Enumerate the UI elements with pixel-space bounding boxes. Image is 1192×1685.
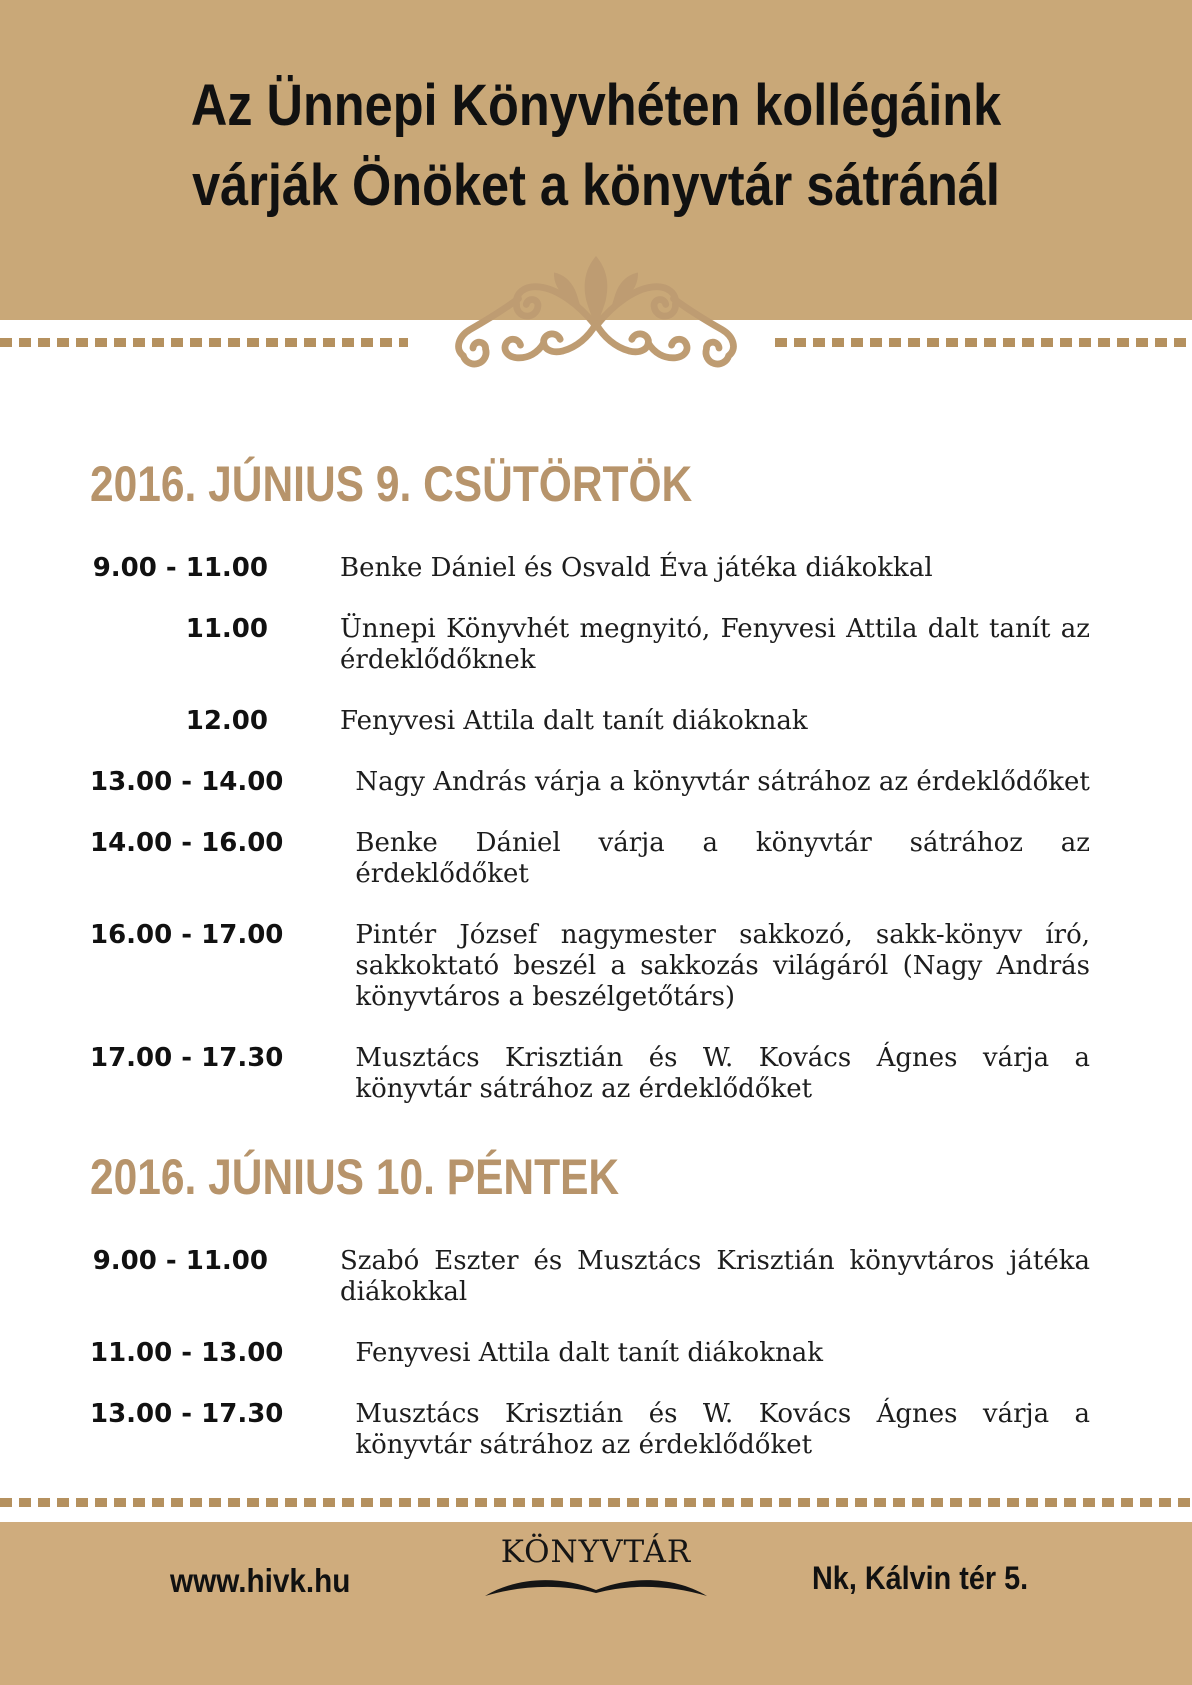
open-book-icon — [482, 1572, 710, 1598]
event-time: 13.00 - 14.00 — [90, 767, 284, 797]
section-thursday — [90, 457, 1090, 1105]
poster-title-line1: Az Ünnepi Könyvhéten kollégáink — [190, 73, 1002, 138]
event-description: Musztács Krisztián és W. Kovács Ágnes várja a könyvtár sátrához az érdeklődőket — [355, 1399, 1090, 1460]
event-description: Benke Dániel és Osvald Éva játéka diákokkal — [340, 553, 933, 583]
address: Nk, Kálvin tér 5. — [811, 1560, 1028, 1596]
schedule-row — [90, 1338, 1090, 1369]
schedule-row — [90, 1043, 1090, 1105]
event-time: 13.00 - 17.30 — [90, 1399, 284, 1429]
flourish-ornament — [441, 252, 751, 383]
event-description: Pintér József nagymester sakkozó, sakk-könyv író, sakkoktató beszél a sakkozás világáról (Nagy András könyvtáros a beszélgetőtárs) — [355, 920, 1090, 1012]
schedule-row — [90, 614, 1090, 676]
poster-footer — [0, 1522, 1192, 1685]
event-description: Benke Dániel várja a könyvtár sátrához az érdeklődőket — [355, 828, 1090, 889]
event-time: 17.00 - 17.30 — [90, 1043, 284, 1073]
website-url: www.hivk.hu — [170, 1562, 351, 1599]
schedule-row — [90, 828, 1090, 890]
event-description: Musztács Krisztián és W. Kovács Ágnes várja a könyvtár sátrához az érdeklődőket — [355, 1043, 1090, 1104]
event-description: Szabó Eszter és Musztács Krisztián könyvtáros játéka diákokkal — [340, 1246, 1090, 1307]
schedule-row — [90, 1399, 1090, 1461]
day-heading-thursday: 2016. JÚNIUS 9. CSÜTÖRTÖK — [90, 456, 693, 512]
poster-title-line2: várják Önöket a könyvtár sátránál — [192, 153, 1000, 218]
event-time: 16.00 - 17.00 — [90, 920, 284, 950]
library-logo — [482, 1534, 710, 1598]
event-time: 11.00 - 13.00 — [90, 1338, 284, 1368]
event-description: Fenyvesi Attila dalt tanít diákoknak — [340, 706, 808, 736]
event-time: 9.00 - 11.00 — [92, 1246, 268, 1276]
ornament-divider — [0, 320, 1192, 400]
dashed-line-left — [0, 338, 408, 347]
library-logo-text: KÖNYVTÁR — [500, 1534, 692, 1570]
schedule-row — [90, 1246, 1090, 1308]
event-description: Fenyvesi Attila dalt tanít diákoknak — [355, 1338, 823, 1368]
section-friday — [90, 1150, 1090, 1461]
schedule-row — [90, 553, 1090, 584]
dashed-line-bottom — [0, 1498, 1192, 1507]
event-time: 12.00 — [185, 706, 268, 736]
dashed-line-right — [775, 338, 1192, 347]
event-description: Ünnepi Könyvhét megnyitó, Fenyvesi Attila dalt tanít az érdeklődőknek — [340, 614, 1090, 675]
schedule — [0, 457, 1192, 1461]
day-heading-friday: 2016. JÚNIUS 10. PÉNTEK — [90, 1149, 620, 1205]
schedule-row — [90, 706, 1090, 737]
schedule-row — [90, 767, 1090, 798]
event-list-thursday — [90, 553, 1090, 1105]
event-list-friday — [90, 1246, 1090, 1461]
schedule-row — [90, 920, 1090, 1013]
event-time: 14.00 - 16.00 — [90, 828, 284, 858]
event-description: Nagy András várja a könyvtár sátrához az érdeklődőket — [355, 767, 1090, 797]
event-time: 11.00 — [185, 614, 268, 644]
event-time: 9.00 - 11.00 — [92, 553, 268, 583]
poster-title — [0, 0, 1192, 226]
